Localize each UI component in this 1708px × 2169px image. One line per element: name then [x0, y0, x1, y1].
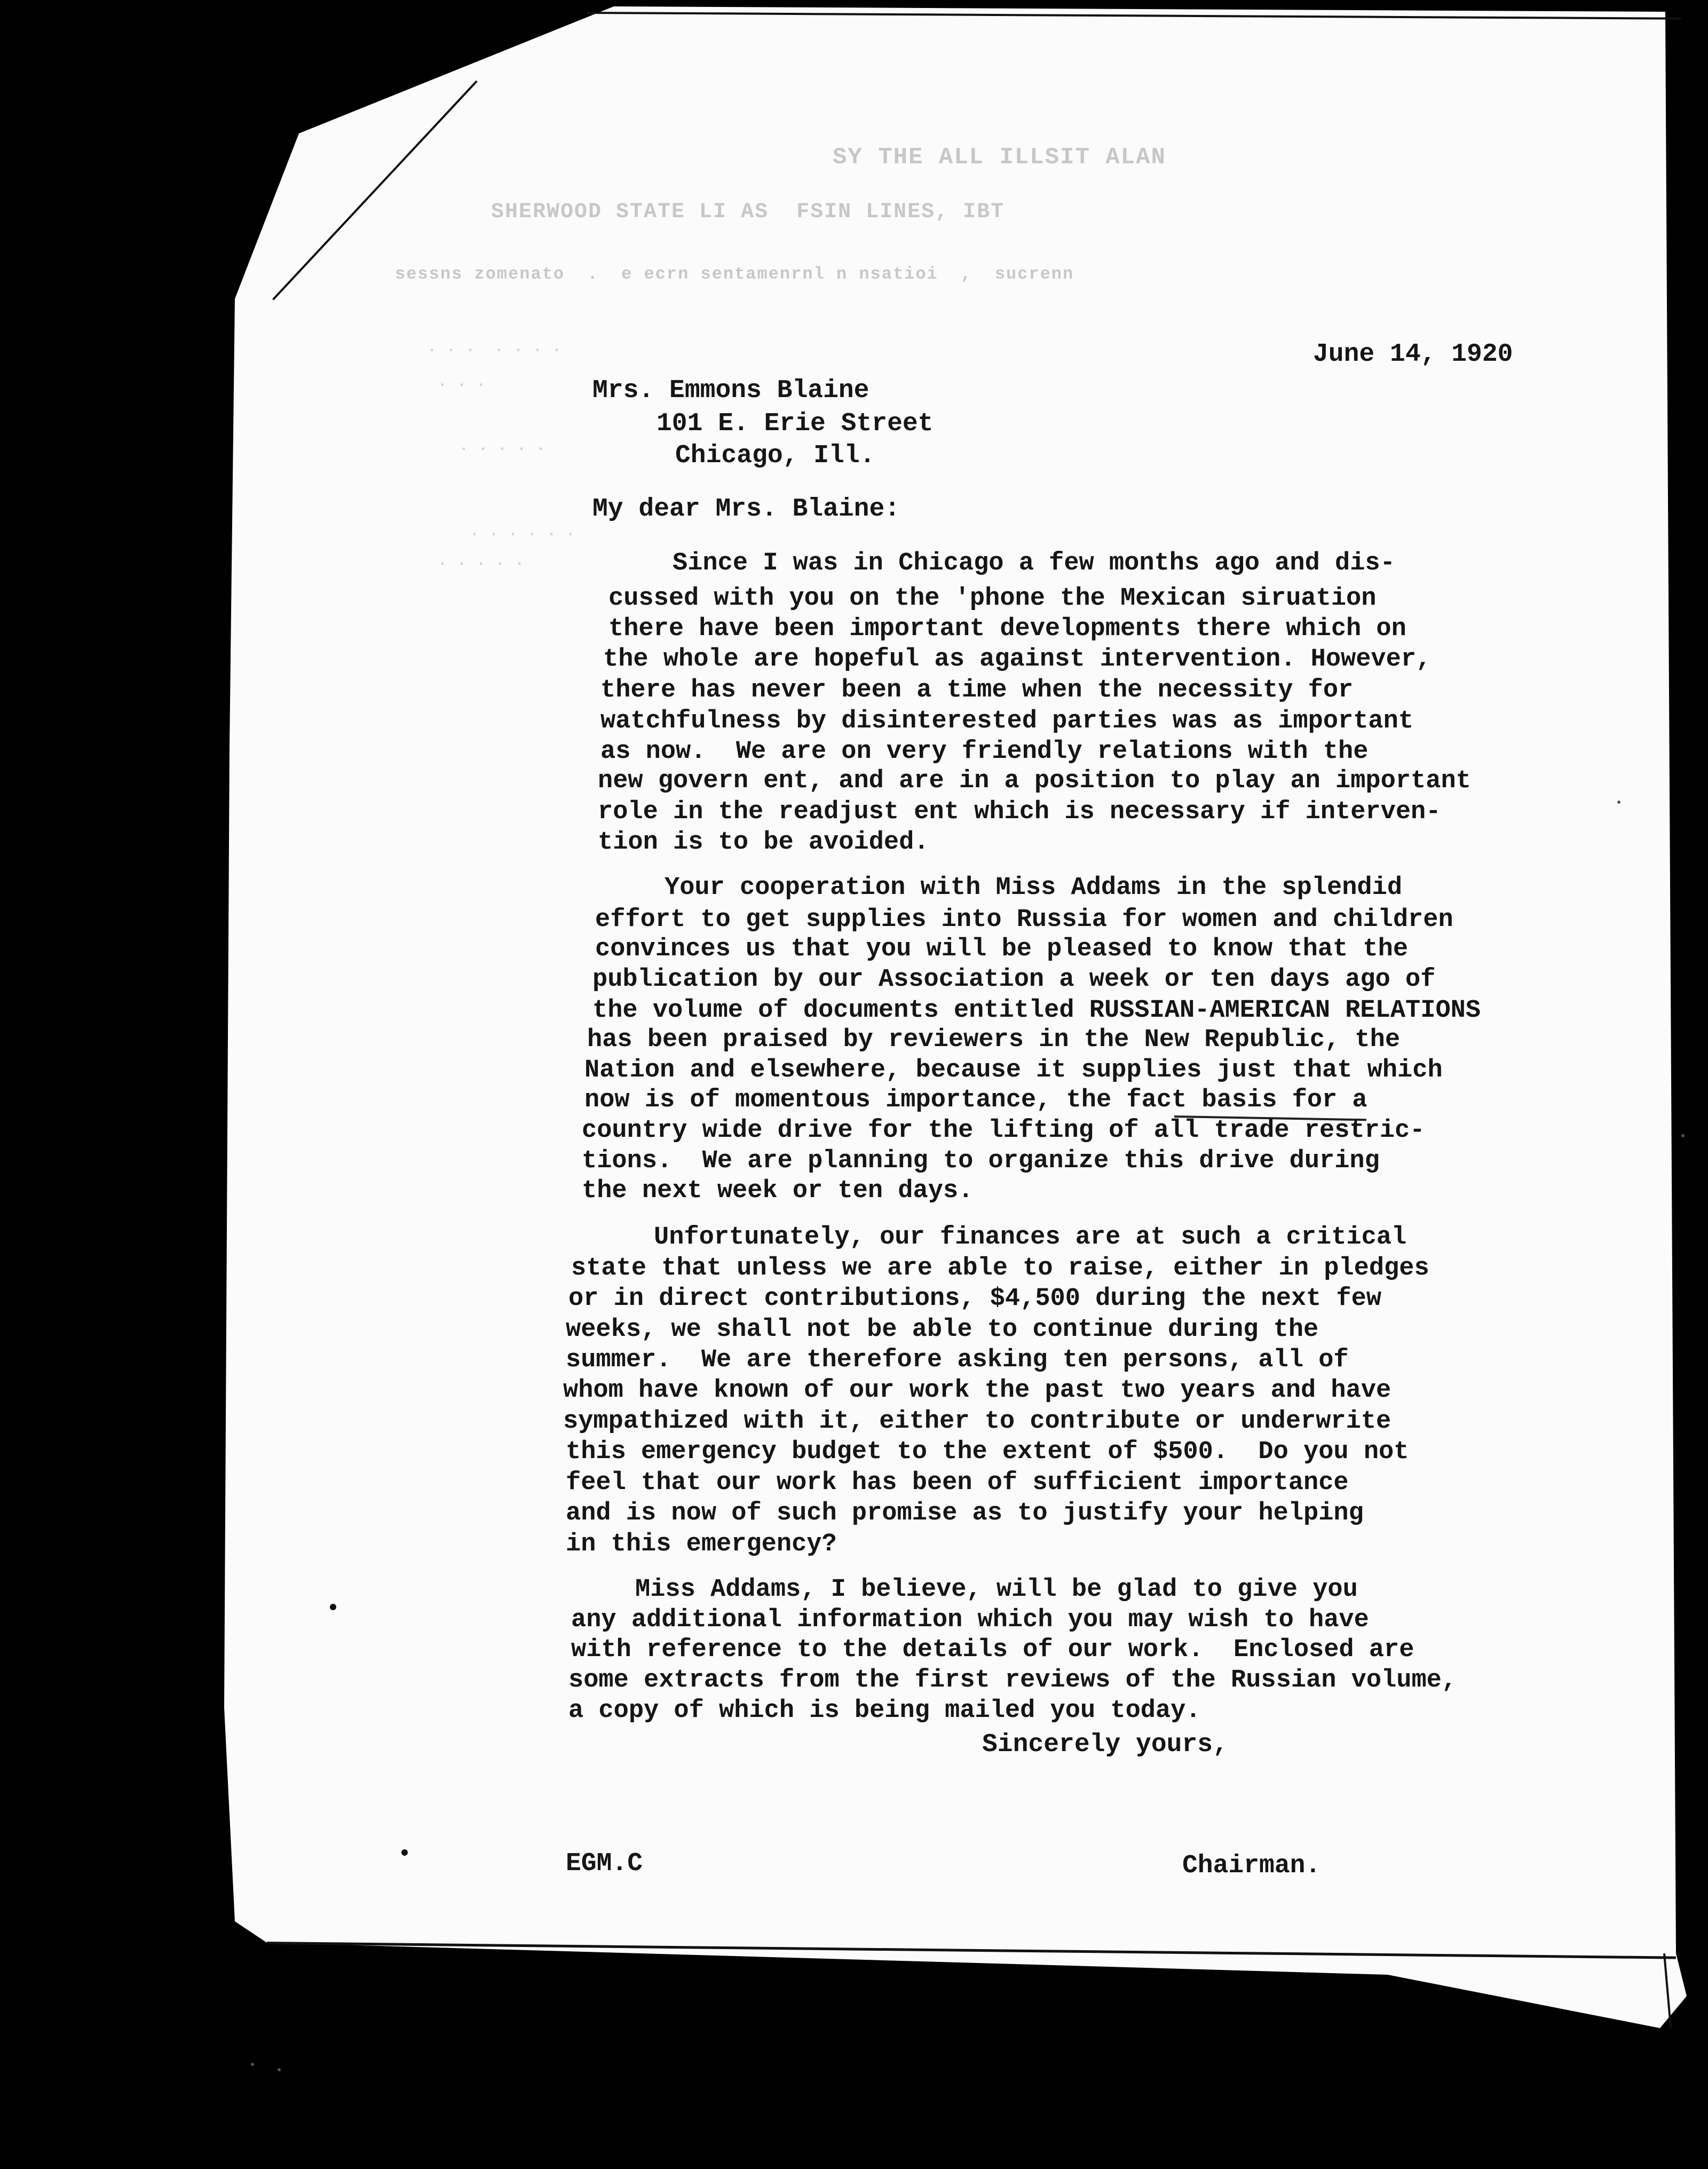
scan-speck [1617, 801, 1620, 804]
paragraph-line: whom have known of our work the past two years and have [563, 1376, 1391, 1405]
paragraph-line: the next week or ten days. [582, 1177, 974, 1205]
bleed-through-mark: · · · · · [459, 440, 546, 458]
scan-speck [330, 1604, 336, 1610]
paragraph-line: some extracts from the first reviews of the Russian volume, [568, 1666, 1457, 1695]
letterhead-line-3: sessns zomenato . e ecrn sentamenrnl n nsatioi , sucrenn [395, 264, 1074, 284]
paragraph-line: Since I was in Chicago a few months ago and dis- [673, 549, 1395, 577]
paragraph-line: sympathized with it, either to contribute or underwrite [563, 1407, 1391, 1436]
recipient-name: Mrs. Emmons Blaine [592, 376, 869, 405]
paragraph-line: now is of momentous importance, the fact basis for a [584, 1086, 1367, 1114]
scan-speck [1681, 1134, 1685, 1137]
signature-title: Chairman. [1182, 1851, 1321, 1880]
paragraph-line: Miss Addams, I believe, will be glad to give you [635, 1576, 1358, 1604]
salutation: My dear Mrs. Blaine: [592, 495, 900, 524]
paragraph-line: Unfortunately, our finances are at such a critical [654, 1223, 1407, 1252]
recipient-street: 101 E. Erie Street [657, 409, 934, 438]
paragraph-line: there has never been a time when the necessity for [600, 676, 1354, 704]
closing: Sincerely yours, [982, 1730, 1228, 1759]
paragraph-line: has been praised by reviewers in the New Republic, the [587, 1026, 1401, 1054]
recipient-city: Chicago, Ill. [675, 441, 875, 470]
scan-speck [278, 2068, 281, 2071]
paragraph-line: as now. We are on very friendly relations with the [600, 738, 1369, 766]
scan-speck [401, 1849, 408, 1856]
paragraph-line: Your cooperation with Miss Addams in the splendid [665, 874, 1403, 902]
paragraph-line: role in the readjust ent which is necessary if interven- [598, 798, 1441, 826]
paragraph-line: convinces us that you will be pleased to know that the [595, 935, 1409, 963]
paragraph-line: new govern ent, and are in a position to play an important [598, 767, 1471, 795]
bleed-through-mark: · · · · · · · [427, 342, 562, 360]
paragraph-line: this emergency budget to the extent of $500. Do you not [566, 1438, 1409, 1466]
paragraph-line: in this emergency? [566, 1530, 837, 1558]
paragraph-line: tion is to be avoided. [598, 828, 929, 857]
paragraph-line: and is now of such promise as to justify your helping [566, 1499, 1364, 1527]
paragraph-line: or in direct contributions, $4,500 during the next few [568, 1285, 1382, 1313]
scan-speck [251, 2063, 254, 2066]
paragraph-line: Nation and elsewhere, because it supplies just that which [584, 1056, 1443, 1084]
paragraph-line: effort to get supplies into Russia for women and children [595, 906, 1453, 934]
paragraph-line: any additional information which you may wish to have [571, 1606, 1369, 1634]
bleed-through-mark: · · · · · [438, 555, 525, 573]
paragraph-line: with reference to the details of our work. Enclosed are [571, 1636, 1414, 1664]
bleed-through-mark: · · · [438, 376, 486, 394]
paragraph-line: summer. We are therefore asking ten persons, all of [566, 1346, 1349, 1374]
paragraph-line: the whole are hopeful as against intervention. However, [603, 645, 1432, 674]
paragraph-line: feel that our work has been of sufficient importance [566, 1469, 1349, 1497]
paragraph-line: watchfulness by disinterested parties was as important [600, 707, 1414, 735]
paragraph-line: publication by our Association a week or ten days ago of [592, 965, 1436, 994]
typist-initials: EGM.C [566, 1849, 643, 1878]
paragraph-line: state that unless we are able to raise, either in pledges [571, 1254, 1429, 1283]
paragraph-line: weeks, we shall not be able to continue during the [566, 1316, 1319, 1344]
letterhead-line-2: SHERWOOD STATE LI AS FSIN LINES, IBT [491, 200, 1005, 224]
paragraph-line: tions. We are planning to organize this drive during [582, 1147, 1380, 1175]
bleed-through-mark: · · · · · · [470, 526, 576, 544]
paragraph-line: the volume of documents entitled RUSSIAN-AMERICAN RELATIONS [592, 996, 1481, 1025]
paragraph-line: a copy of which is being mailed you today. [568, 1697, 1201, 1725]
paragraph-line: country wide drive for the lifting of all trade restric- [582, 1117, 1425, 1145]
letter-date: June 14, 1920 [1313, 340, 1513, 369]
paragraph-line: there have been important developments there which on [608, 615, 1406, 643]
letterhead-line-1: SY THE ALL ILLSIT ALAN [833, 144, 1166, 171]
paragraph-line: cussed with you on the 'phone the Mexican siruation [608, 584, 1377, 613]
